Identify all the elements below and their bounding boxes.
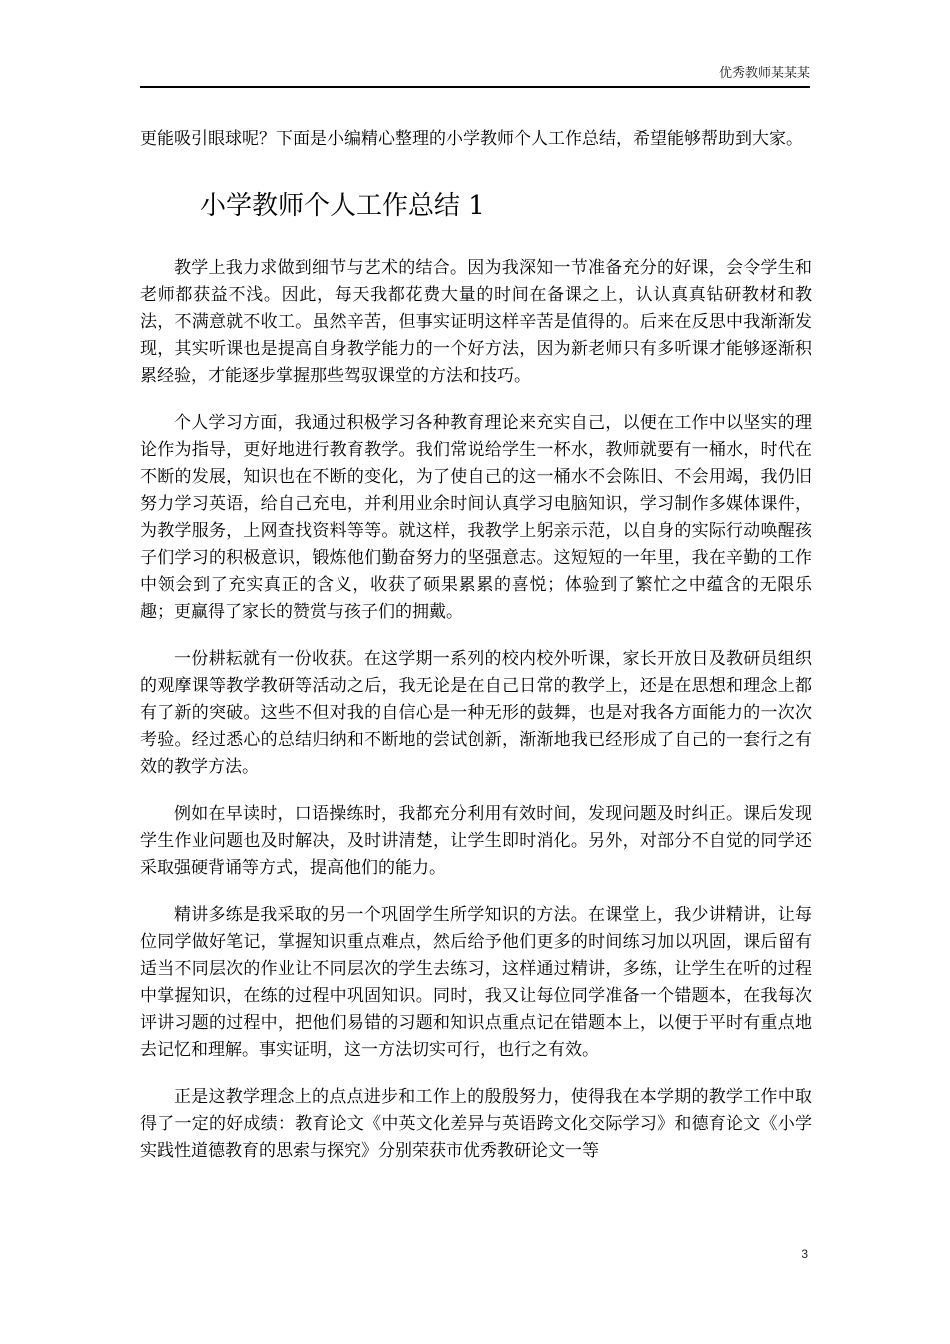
body-paragraph: 教学上我力求做到细节与艺术的结合。因为我深知一节准备充分的好课，会令学生和老师都获益不浅。因此，每天我都花费大量的时间在备课之上，认认真真钻研教材和教法，不满意就不收工。虽然辛苦，但事实证明这样辛苦是值得的。后来在反思中我渐渐发现，其实听课也是提高自身教学能力的一个好方法，因为新老师只有多听课才能够逐渐积累经验，才能逐步掌握那些驾驭课堂的方法和技巧。 <box>140 258 812 386</box>
document-body <box>140 126 812 1165</box>
body-paragraph: 一份耕耘就有一份收获。在这学期一系列的校内校外听课，家长开放日及教研员组织的观摩课等教学教研等活动之后，我无论是在自己日常的教学上，还是在思想和理念上都有了新的突破。这些不但对我的自信心是一种无形的鼓舞，也是对我各方面能力的一次次考验。经过悉心的总结归纳和不断地的尝试创新，渐渐地我已经形成了自己的一套行之有效的教学方法。 <box>140 649 812 777</box>
section-title: 小学教师个人工作总结 1 <box>200 191 485 221</box>
body-paragraph: 个人学习方面，我通过积极学习各种教育理论来充实自己，以便在工作中以坚实的理论作为指导，更好地进行教育教学。我们常说给学生一杯水，教师就要有一桶水，时代在不断的发展，知识也在不断的变化，为了使自己的这一桶水不会陈旧、不会用竭，我仍旧努力学习英语，给自己充电，并利用业余时间认真学习电脑知识，学习制作多媒体课件，为教学服务，上网查找资料等等。就这样，我教学上躬亲示范，以自身的实际行动唤醒孩子们学习的积极意识，锻炼他们勤奋努力的坚强意志。这短短的一年里，我在辛勤的工作中领会到了充实真正的含义，收获了硕果累累的喜悦；体验到了繁忙之中蕴含的无限乐趣；更赢得了家长的赞赏与孩子们的拥戴。 <box>140 413 812 622</box>
body-paragraph: 正是这教学理念上的点点进步和工作上的殷殷努力，使得我在本学期的教学工作中取得了一定的好成绩：教育论文《中英文化差异与英语跨文化交际学习》和德育论文《小学实践性道德教育的思索与探究》分别荣获市优秀教研论文一等 <box>140 1087 812 1161</box>
body-paragraph: 例如在早读时，口语操练时，我都充分利用有效时间，发现问题及时纠正。课后发现学生作业问题也及时解决，及时讲清楚，让学生即时消化。另外，对部分不自觉的同学还采取强硬背诵等方式，提高他们的能力。 <box>140 804 812 878</box>
page-number: 3 <box>801 1247 808 1261</box>
page-header: 优秀教师某某某 <box>718 66 810 81</box>
intro-paragraph: 更能吸引眼球呢？下面是小编精心整理的小学教师个人工作总结，希望能够帮助到大家。 <box>140 129 803 149</box>
body-paragraph: 精讲多练是我采取的另一个巩固学生所学知识的方法。在课堂上，我少讲精讲，让每位同学做好笔记，掌握知识重点难点，然后给予他们更多的时间练习加以巩固，课后留有适当不同层次的作业让不同层次的学生去练习，这样通过精讲，多练，让学生在听的过程中掌握知识，在练的过程中巩固知识。同时，我又让每位同学准备一个错题本，在我每次评讲习题的过程中，把他们易错的习题和知识点重点记在错题本上，以便于平时有重点地去记忆和理解。事实证明，这一方法切实可行，也行之有效。 <box>140 905 812 1060</box>
header-divider <box>140 86 810 88</box>
